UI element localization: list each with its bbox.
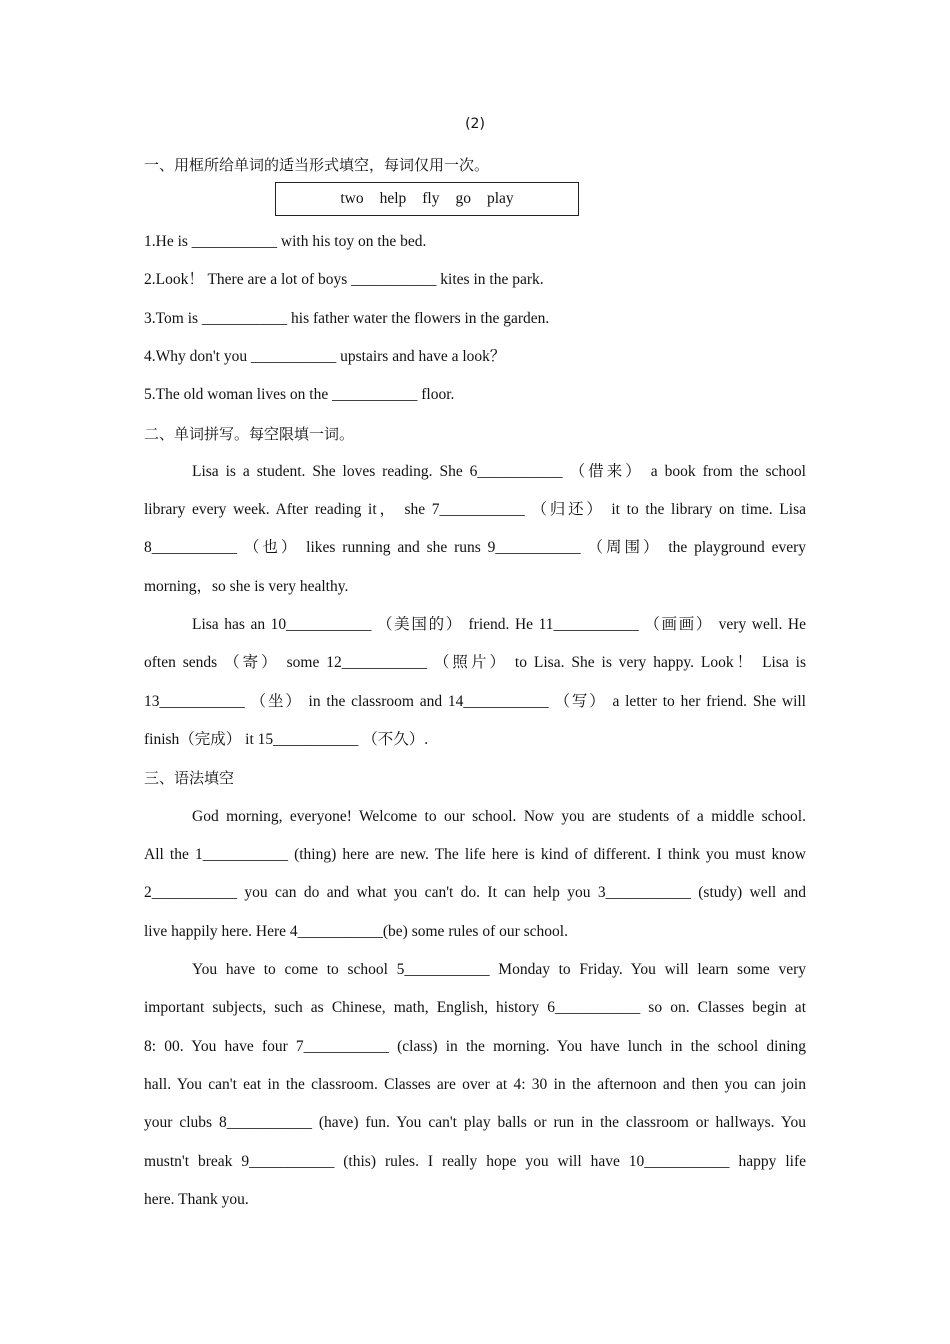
passage1-line: often sends （寄） some 12___________ （照片） to Lisa. She is very happy. Look！ Lisa is: [144, 654, 806, 671]
word-bank-word: go: [455, 190, 471, 207]
passage2-line: here. Thank you.: [144, 1191, 249, 1208]
passage1-line: Lisa is a student. She loves reading. She 6___________ （借来） a book from the school: [192, 463, 806, 480]
passage1-line: library every week. After reading it， she 7___________ （归还） it to the library on time. Lisa: [144, 501, 806, 518]
passage2-line: mustn't break 9___________ (this) rules. I really hope you will have 10___________ happy life: [144, 1153, 806, 1170]
passage2-line: your clubs 8___________ (have) fun. You can't play balls or run in the classroom or hallways. You: [144, 1114, 806, 1131]
passage1-line: Lisa has an 10___________ （美国的） friend. He 11___________ （画画） very well. He: [192, 616, 806, 633]
passage2-line: You have to come to school 5___________ Monday to Friday. You will learn some very: [192, 961, 806, 978]
passage2-line: 2___________ you can do and what you can't do. It can help you 3___________ (study) well and: [144, 884, 806, 901]
word-bank-word: fly: [422, 190, 440, 207]
passage2-line: hall. You can't eat in the classroom. Classes are over at 4: 30 in the afternoon and then you can join: [144, 1076, 806, 1093]
passage2-line: All the 1___________ (thing) here are new. The life here is kind of different. I think you must know: [144, 846, 806, 863]
passage2-line: important subjects, such as Chinese, math, English, history 6___________ so on. Classes begin at: [144, 999, 806, 1016]
word-bank-word: play: [486, 190, 514, 207]
word-bank-word: help: [379, 190, 407, 207]
section1-heading: 一、用框所给单词的适当形式填空，每词仅用一次。: [144, 156, 490, 174]
question-5: 5.The old woman lives on the ___________ floor.: [144, 386, 455, 403]
passage1-line: morning，so she is very healthy.: [144, 578, 349, 595]
question-2: 2.Look！ There are a lot of boys ___________ kites in the park.: [144, 271, 544, 288]
page-title: (2): [465, 116, 485, 132]
passage1-line: 8___________ （也） likes running and she runs 9___________ （周围） the playground every: [144, 539, 806, 556]
section3-heading: 三、语法填空: [144, 769, 235, 787]
question-1: 1.He is ___________ with his toy on the bed.: [144, 233, 427, 250]
passage2-line: live happily here. Here 4___________(be) some rules of our school.: [144, 923, 568, 940]
passage1-line: 13___________ （坐） in the classroom and 14___________ （写） a letter to her friend. She will: [144, 693, 806, 710]
passage2-line: 8: 00. You have four 7___________ (class) in the morning. You have lunch in the school dining: [144, 1038, 806, 1055]
question-4: 4.Why don't you ___________ upstairs and have a look？: [144, 348, 506, 365]
passage1-line: finish（完成） it 15___________ （不久）.: [144, 731, 429, 748]
section2-heading: 二、单词拼写。每空限填一词。: [144, 425, 355, 443]
word-bank-word: two: [340, 190, 364, 207]
word-bank-box: [275, 182, 579, 216]
passage2-line: God morning, everyone! Welcome to our school. Now you are students of a middle school.: [192, 808, 806, 825]
question-3: 3.Tom is ___________ his father water the flowers in the garden.: [144, 310, 550, 327]
